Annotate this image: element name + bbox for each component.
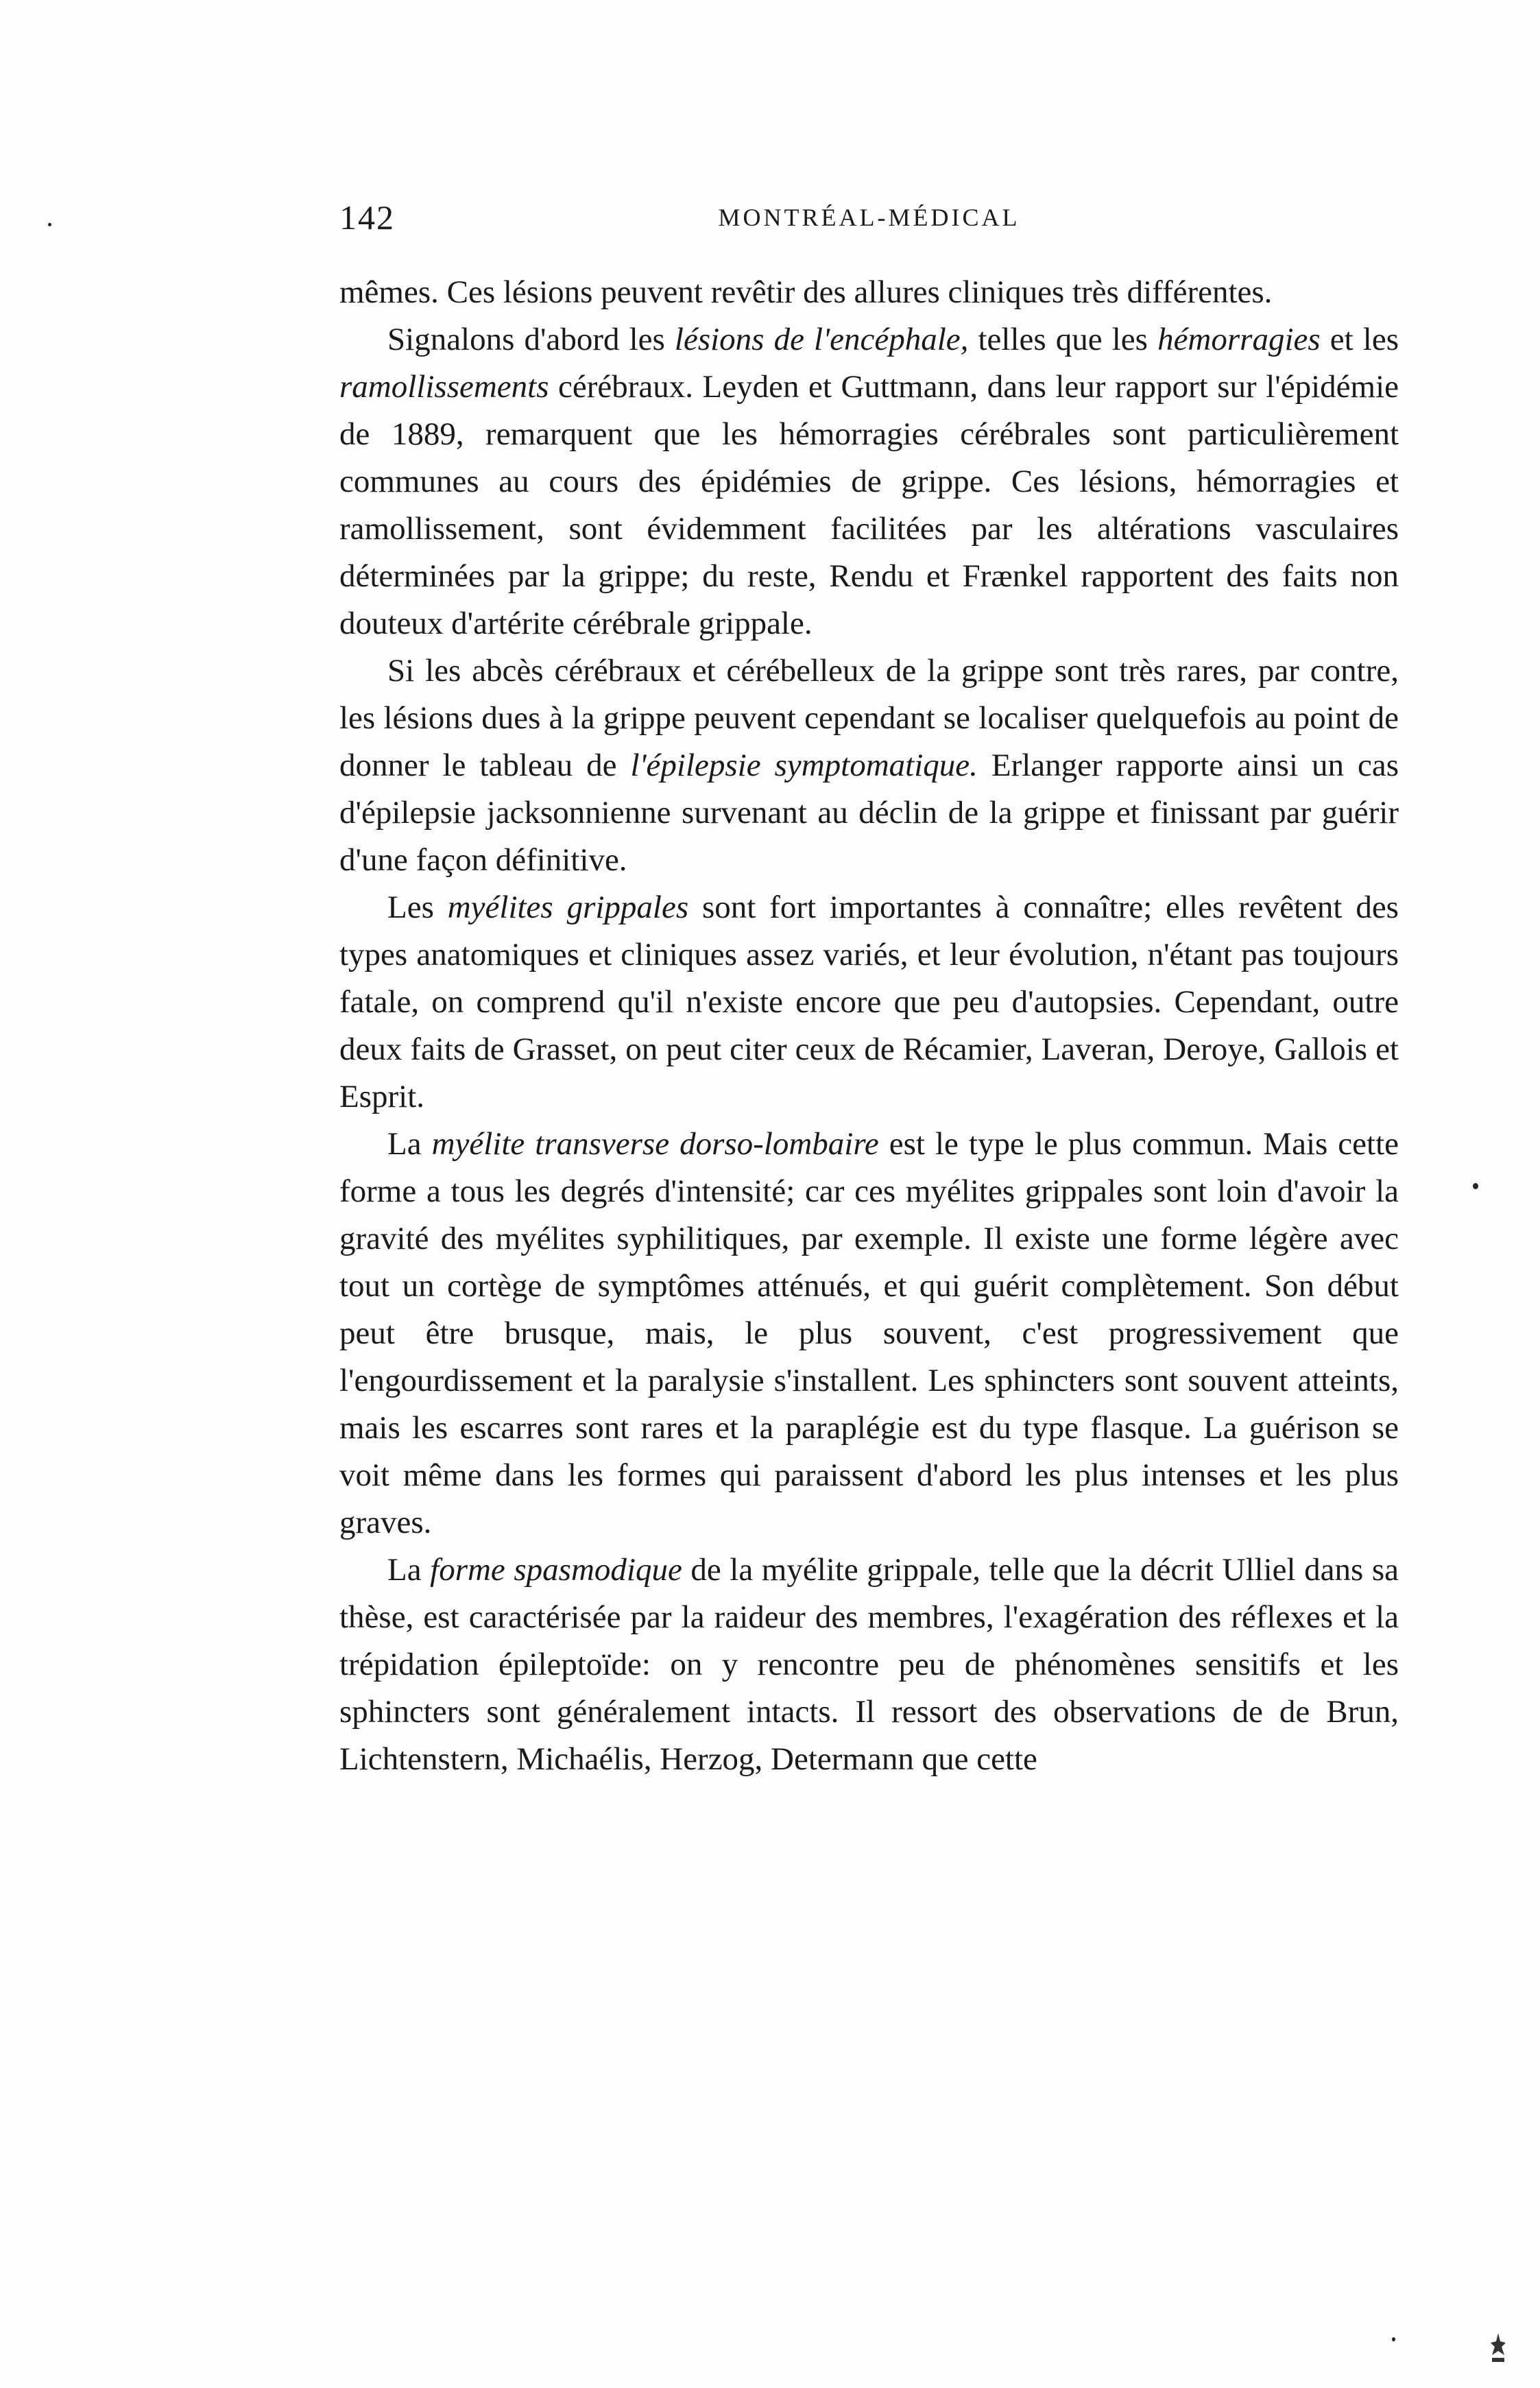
paragraph <box>339 884 1399 1121</box>
paragraph <box>339 269 1399 316</box>
text-run: La <box>387 1126 432 1162</box>
paragraph <box>339 647 1399 884</box>
text-run: mêmes. Ces lésions peuvent revêtir des allures cliniques très différentes. <box>339 274 1273 310</box>
text-run: La <box>387 1552 431 1588</box>
text-run: Erlanger rapporte ainsi un cas d'épilepsie jacksonnienne survenant au déclin de la grippe et finissant par guérir d'une façon définitive. <box>339 748 1399 878</box>
text-run: Signalons d'abord les <box>387 322 675 357</box>
italic-text: hémorragies <box>1157 322 1321 357</box>
paragraph <box>339 316 1399 647</box>
scan-speck <box>1392 2337 1395 2341</box>
text-run: Les <box>387 889 448 925</box>
text-run: est le type le plus commun. Mais cette forme a tous les degrés d'intensité; car ces myélites grippales sont loin d'avoir la gravité des myélites syphilitiques, par exemple. Il existe une forme légère avec tout un cortège de symptômes atténués, et qui guérit complètement. Son début peut être brusque, mais, le plus souvent, c'est progressivement que l'engourdissement et la paralysie s'installent. Les sphincters sont souvent atteints, mais les escarres sont rares et la paraplégie est du type flasque. La guérison se voit même dans les formes qui paraissent d'abord les plus intenses et les plus graves. <box>339 1126 1399 1540</box>
text-run: et les <box>1320 322 1399 357</box>
italic-text: myélite transverse dorso-lombaire <box>431 1126 879 1162</box>
italic-text: myélites grippales <box>447 889 689 925</box>
italic-text: ramollissements <box>339 369 549 405</box>
library-stamp-mark <box>1488 2332 1508 2363</box>
body-text <box>339 269 1399 1783</box>
text-run: telles que les <box>968 322 1158 357</box>
scan-speck <box>1473 1183 1478 1189</box>
page-header <box>339 198 1399 239</box>
text-run: Si les abcès cérébraux et cérébelleux de la grippe sont très rares, par contre, les lésions dues à la grippe peuvent cependant se localiser quelquefois au point de donner le tableau de <box>339 653 1399 783</box>
italic-text: l'épilepsie symptomatique. <box>630 748 978 783</box>
italic-text: lésions de l'encéphale, <box>674 322 969 357</box>
text-run: sont fort importantes à connaître; elles revêtent des types anatomiques et cliniques assez variés, et leur évolution, n'étant pas toujours fatale, on comprend qu'il n'existe encore que peu d'autopsies. Cependant, outre deux faits de Grasset, on peut citer ceux de Récamier, Laveran, Deroye, Gallois et Esprit. <box>339 889 1399 1114</box>
paragraph <box>339 1121 1399 1547</box>
page-number: 142 <box>339 198 395 237</box>
running-title: MONTRÉAL-MÉDICAL <box>718 204 1020 231</box>
text-run: cérébraux. Leyden et Guttmann, dans leur rapport sur l'épidémie de 1889, remarquent que les hémorragies cérébrales sont particulièrement communes au cours des épidémies de grippe. Ces lésions, hémorragies et ramollissement, sont évidemment facilitées par les altérations vasculaires déterminées par la grippe; du reste, Rendu et Frænkel rapportent des faits non douteux d'artérite cérébrale grippale. <box>339 369 1399 641</box>
italic-text: forme spasmodique <box>430 1552 682 1588</box>
paragraph <box>339 1547 1399 1783</box>
scan-speck <box>48 223 51 226</box>
text-run: de la myélite grippale, telle que la décrit Ulliel dans sa thèse, est caractérisée par la raideur des membres, l'exagération des réflexes et la trépidation épileptoïde: on y rencontre peu de phénomènes sensitifs et les sphincters sont généralement intacts. Il ressort des observations de de Brun, Lichtenstern, Michaélis, Herzog, Determann que cette <box>339 1552 1399 1777</box>
